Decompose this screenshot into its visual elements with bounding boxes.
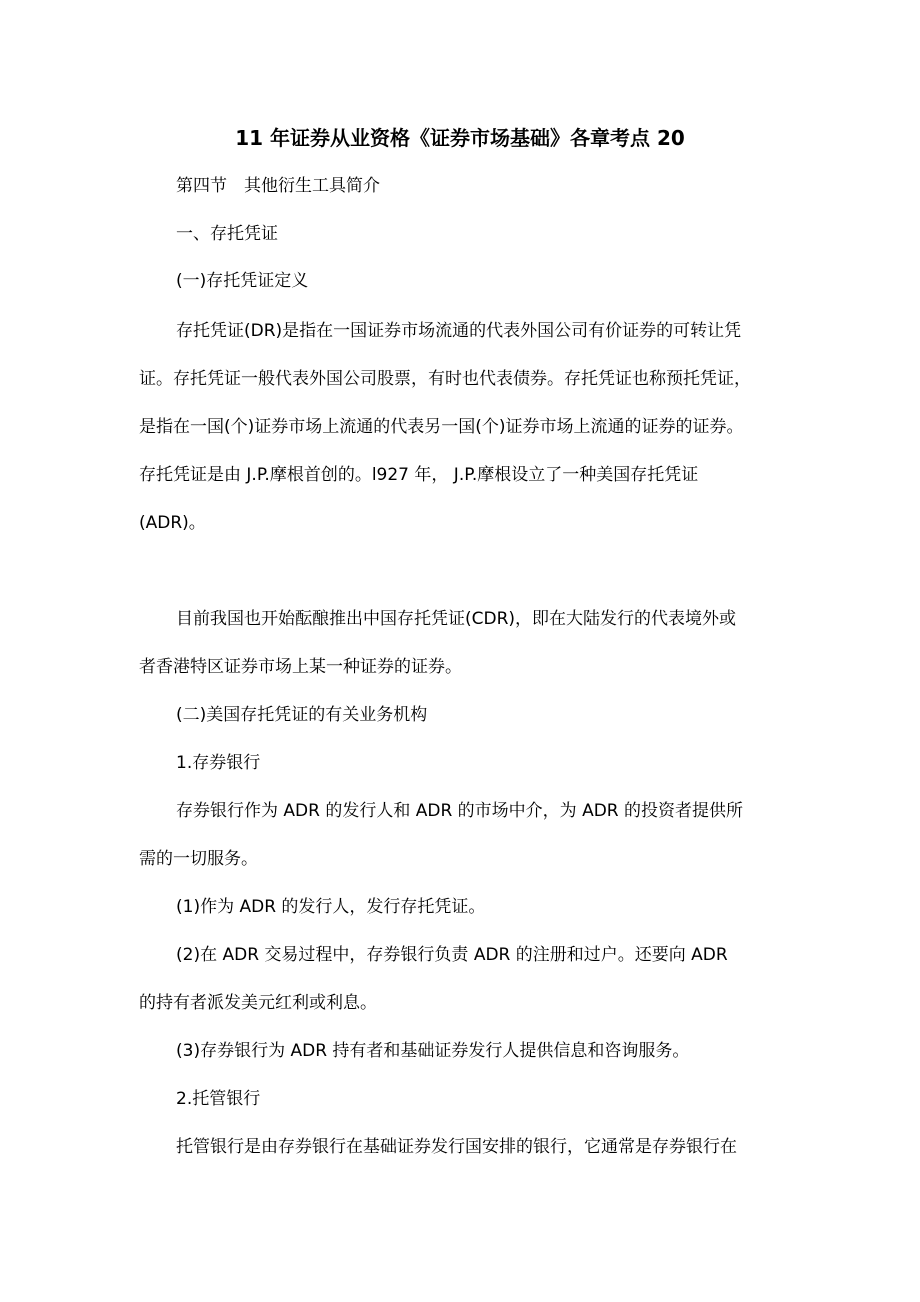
list-point: (3)存券银行为 ADR 持有者和基础证券发行人提供信息和咨询服务。 <box>176 1041 690 1061</box>
subsection-heading: 一、存托凭证 <box>176 224 278 244</box>
paragraph-line: 托管银行是由存券银行在基础证券发行国安排的银行，它通常是存券银行在 <box>176 1137 737 1157</box>
paragraph-line: 存托凭证(DR)是指在一国证券市场流通的代表外国公司有价证券的可转让凭 <box>176 321 742 341</box>
paragraph-line: 者香港特区证券市场上某一种证券的证券。 <box>139 657 462 677</box>
paragraph-line: 证。存托凭证一般代表外国公司股票，有时也代表债券。存托凭证也称预托凭证， <box>139 369 751 389</box>
paragraph-line: (2)在 ADR 交易过程中，存券银行负责 ADR 的注册和过户。还要向 ADR <box>176 945 728 965</box>
list-point: (1)作为 ADR 的发行人，发行存托凭证。 <box>176 897 486 917</box>
document-title: 11 年证券从业资格《证券市场基础》各章考点 20 <box>235 126 685 150</box>
paragraph-line: 存券银行作为 ADR 的发行人和 ADR 的市场中介，为 ADR 的投资者提供所 <box>176 801 744 821</box>
sub-item-heading: (一)存托凭证定义 <box>176 271 309 291</box>
sub-item-heading: (二)美国存托凭证的有关业务机构 <box>176 705 428 725</box>
section-heading: 第四节 其他衍生工具简介 <box>176 176 380 196</box>
paragraph-line: 需的一切服务。 <box>139 849 258 869</box>
paragraph-line: 存托凭证是由 J.P.摩根首创的。l927 年， J.P.摩根设立了一种美国存托凭证 <box>139 465 699 485</box>
item-heading: 1.存券银行 <box>176 753 261 773</box>
paragraph-line: (ADR)。 <box>139 513 206 533</box>
item-heading: 2.托管银行 <box>176 1089 261 1109</box>
paragraph-line: 目前我国也开始酝酿推出中国存托凭证(CDR)，即在大陆发行的代表境外或 <box>176 609 737 629</box>
paragraph-line: 的持有者派发美元红利或利息。 <box>139 993 377 1013</box>
paragraph-line: 是指在一国(个)证券市场上流通的代表另一国(个)证券市场上流通的证券的证券。 <box>139 417 744 437</box>
